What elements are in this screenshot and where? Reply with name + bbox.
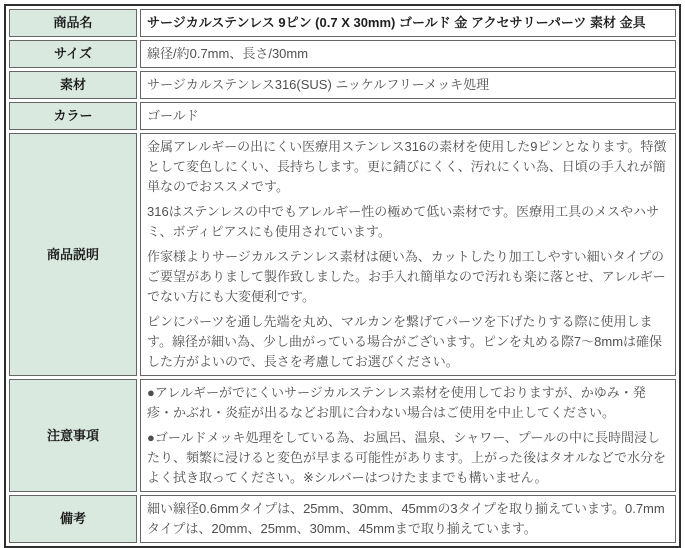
cell-paragraphs — [147, 137, 669, 372]
cell-paragraphs — [147, 13, 669, 33]
table-row-cautions — [9, 379, 676, 492]
paragraph: ピンにパーツを通し先端を丸め、マルカンを繋げてパーツを下げたりする際に使用します。線径が細い為、少し曲がっている場合がございます。ピンを丸める際7～8mmは確保した方がよいので、長さを考慮してお選びください。 — [147, 314, 663, 369]
cell-paragraphs — [147, 499, 669, 539]
table-row-material — [9, 71, 676, 99]
row-value-size — [140, 40, 676, 68]
paragraph: ●アレルギーがでにくいサージカルステンレス素材を使用しておりますが、かゆみ・発疹・かぶれ・炎症が出るなどお肌に合わない場合はご使用を中止してください。 — [147, 385, 646, 420]
row-label-product-name: 商品名 — [9, 9, 137, 37]
row-value-product-name — [140, 9, 676, 37]
table-row-description — [9, 133, 676, 376]
row-label-color: カラー — [9, 102, 137, 130]
table-row-remarks — [9, 495, 676, 543]
row-label-material: 素材 — [9, 71, 137, 99]
paragraph: ゴールド — [147, 108, 199, 123]
row-label-size: サイズ — [9, 40, 137, 68]
row-value-color — [140, 102, 676, 130]
table-row-product-name — [9, 9, 676, 37]
cell-paragraphs — [147, 106, 669, 126]
row-value-description — [140, 133, 676, 376]
paragraph: ●ゴールドメッキ処理をしている為、お風呂、温泉、シャワー、プールの中に長時間浸したり、頻繁に浸けると変色が早まる可能性があります。上がった後はタオルなどで水分をよく拭き取ってください。※シルバーはつけたままでも構いません。 — [147, 430, 666, 485]
paragraph: サージカルステンレス 9ピン (0.7 X 30mm) ゴールド 金 アクセサリーパーツ 素材 金具 — [147, 15, 646, 30]
cell-paragraphs — [147, 383, 669, 488]
paragraph: 316はステンレスの中でもアレルギー性の極めて低い素材です。医療用工具のメスやハサミ、ボディピアスにも使用されています。 — [147, 204, 660, 239]
paragraph: 細い線径0.6mmタイプは、25mm、30mm、45mmの3タイプを取り揃えています。0.7mmタイプは、20mm、25mm、30mm、45mmまで取り揃えています。 — [147, 501, 665, 536]
cell-paragraphs — [147, 75, 669, 95]
paragraph: 線径/約0.7mm、長さ/30mm — [147, 46, 309, 61]
row-value-material — [140, 71, 676, 99]
row-label-cautions: 注意事項 — [9, 379, 137, 492]
table-row-size — [9, 40, 676, 68]
paragraph: 作家様よりサージカルステンレス素材は硬い為、カットしたり加工しやすい細いタイプのご要望がありまして製作致しました。お手入れ簡単なので汚れも楽に落とせ、アレルギーでない方にも大変便利です。 — [147, 249, 666, 304]
paragraph: 金属アレルギーの出にくい医療用ステンレス316の素材を使用した9ピンとなります。特徴として変色しにくい、長持ちします。更に錆びにくく、汚れにくい為、日頃の手入れが簡単なのでおススメです。 — [147, 139, 667, 194]
table-row-color — [9, 102, 676, 130]
product-spec-table — [4, 4, 681, 548]
row-label-description: 商品説明 — [9, 133, 137, 376]
row-value-cautions — [140, 379, 676, 492]
row-label-remarks: 備考 — [9, 495, 137, 543]
paragraph: サージカルステンレス316(SUS) ニッケルフリーメッキ処理 — [147, 77, 490, 92]
row-value-remarks — [140, 495, 676, 543]
cell-paragraphs — [147, 44, 669, 64]
